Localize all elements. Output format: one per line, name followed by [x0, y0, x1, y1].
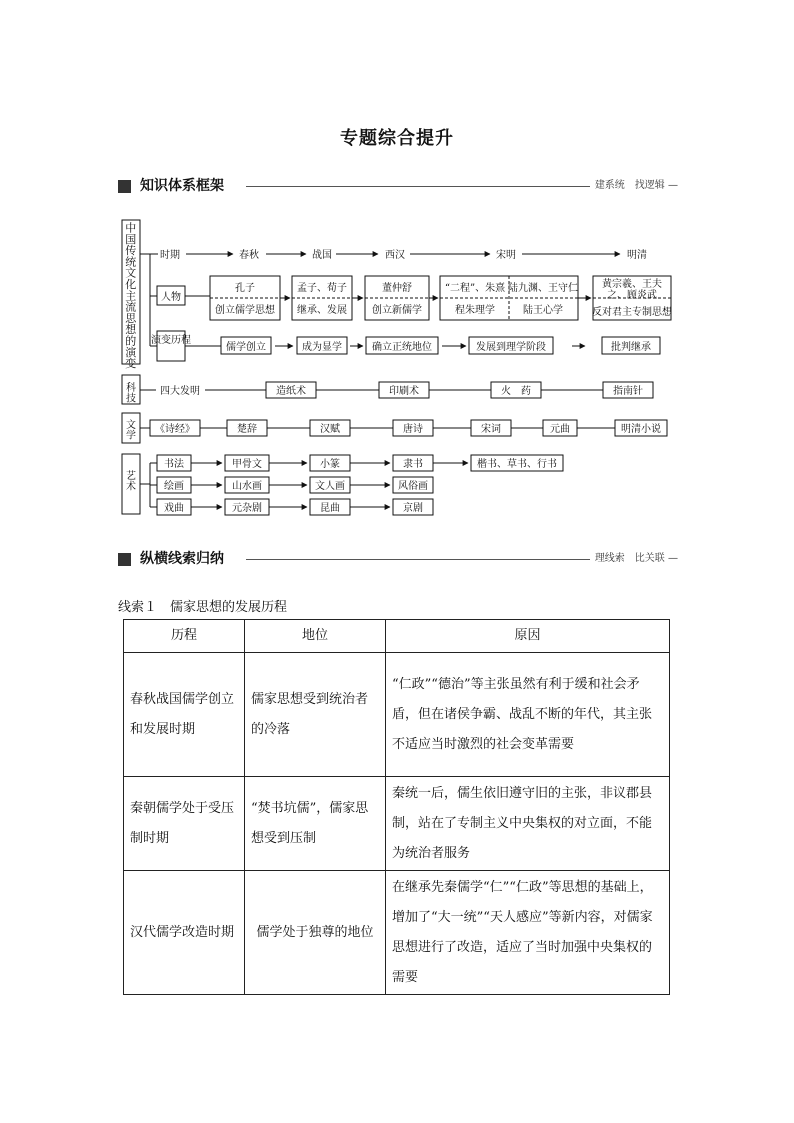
table-cell: 儒家思想受到统治者的冷落: [245, 653, 386, 777]
person-name: 董仲舒: [382, 283, 412, 294]
table-cell: 汉代儒学改造时期: [124, 871, 245, 995]
tech-item: 印刷术: [389, 386, 419, 397]
person-name: “二程”、朱熹: [444, 283, 506, 294]
person-desc: 陆王心学: [523, 305, 563, 316]
period-label: 宋明: [496, 250, 516, 261]
stage-label: 批判继承: [611, 342, 651, 353]
tech-item: 造纸术: [276, 386, 306, 397]
art-category: 戏曲: [164, 503, 184, 514]
period-label: 战国: [312, 250, 332, 261]
people-label: 人物: [161, 292, 181, 303]
period-label: 春秋: [239, 250, 259, 261]
section-square-icon: [118, 553, 131, 566]
person-name: 黄宗羲、王夫: [602, 279, 662, 290]
person-name: 孔子: [235, 283, 255, 294]
literature-item: 《诗经》: [155, 424, 195, 435]
literature-item: 汉赋: [320, 424, 340, 435]
stage-label: 儒学创立: [226, 342, 266, 353]
art-item: 小篆: [320, 459, 340, 470]
table-cell: 儒学处于独尊的地位: [245, 871, 386, 995]
column-header: 历程: [124, 620, 245, 653]
literature-item: 元曲: [550, 424, 570, 435]
section-subtitle: 建系统 找逻辑 —: [594, 180, 678, 191]
stage-label: 发展到理学阶段: [476, 342, 546, 353]
person-desc: 程朱理学: [455, 305, 495, 316]
art-category: 绘画: [164, 481, 184, 492]
art-item: 京剧: [403, 503, 423, 514]
art-item: 风俗画: [398, 481, 428, 492]
tech-item: 四大发明: [160, 386, 200, 397]
section-title: 知识体系框架: [140, 178, 224, 194]
literature-item: 宋词: [481, 424, 501, 435]
period-label: 明清: [627, 250, 647, 261]
main-theme-label: 中国传统文化主流思想的演变: [125, 221, 137, 371]
art-item: 山水画: [232, 481, 262, 492]
art-label: 艺术: [126, 471, 136, 493]
clue-heading: 线索１ 儒家思想的发展历程: [118, 600, 288, 615]
table-cell: 春秋战国儒学创立和发展时期: [124, 653, 245, 777]
confucianism-history-table: [123, 619, 670, 995]
table-cell: “焚书坑儒”，儒家思想受到压制: [245, 777, 386, 871]
art-item: 甲骨文: [232, 459, 262, 470]
table-row: [124, 871, 670, 995]
tech-item: 火 药: [501, 386, 531, 397]
table-cell: 在继承先秦儒学“仁”“仁政”等思想的基础上，增加了“大一统”“天人感应”等新内容，对儒家思想进行了改造，适应了当时加强中央集权的需要: [386, 871, 670, 995]
column-header: 原因: [386, 620, 670, 653]
table-cell: 秦统一后，儒生依旧遵守旧的主张，非议郡县制，站在了专制主义中央集权的对立面，不能为统治者服务: [386, 777, 670, 871]
art-item: 元杂剧: [232, 503, 262, 514]
evolution-label: 演变历程: [151, 335, 191, 346]
period-label: 西汉: [385, 250, 405, 261]
section-subtitle: 理线索 比关联 —: [594, 553, 678, 564]
literature-label: 文学: [126, 420, 136, 442]
stage-label: 成为显学: [302, 342, 342, 353]
person-desc: 创立儒学思想: [215, 305, 275, 316]
section-header-clues: [118, 550, 678, 568]
person-name: 孟子、荀子: [297, 283, 347, 294]
tech-label: 科技: [126, 383, 136, 405]
stage-label: 确立正统地位: [372, 342, 432, 353]
tech-item: 指南针: [613, 386, 643, 397]
art-item: 文人画: [315, 481, 345, 492]
art-item: 昆曲: [320, 503, 340, 514]
table-row: [124, 777, 670, 871]
art-category: 书法: [164, 459, 184, 470]
person-name: 陆九渊、王守仁: [508, 283, 578, 294]
person-desc: 继承、发展: [297, 305, 347, 316]
literature-item: 楚辞: [237, 424, 257, 435]
table-header-row: [124, 620, 670, 653]
timeline-label: 时期: [160, 250, 180, 261]
section-title: 纵横线索归纳: [140, 551, 224, 567]
person-desc: 反对君主专制思想: [592, 307, 672, 318]
table-cell: “仁政”“德治”等主张虽然有利于缓和社会矛盾，但在诸侯争霸、战乱不断的年代，其主张不适应当时激烈的社会变革需要: [386, 653, 670, 777]
literature-item: 唐诗: [403, 424, 423, 435]
table-row: [124, 653, 670, 777]
person-name: 之、顾炎武: [607, 290, 657, 301]
person-desc: 创立新儒学: [372, 305, 422, 316]
art-item: 隶书: [403, 459, 423, 470]
page-title: 专题综合提升: [340, 128, 454, 149]
divider: [246, 559, 590, 560]
column-header: 地位: [245, 620, 386, 653]
art-item: 楷书、草书、行书: [477, 459, 557, 470]
knowledge-framework-diagram: [0, 0, 794, 560]
literature-item: 明清小说: [621, 424, 661, 435]
table-cell: 秦朝儒学处于受压制时期: [124, 777, 245, 871]
